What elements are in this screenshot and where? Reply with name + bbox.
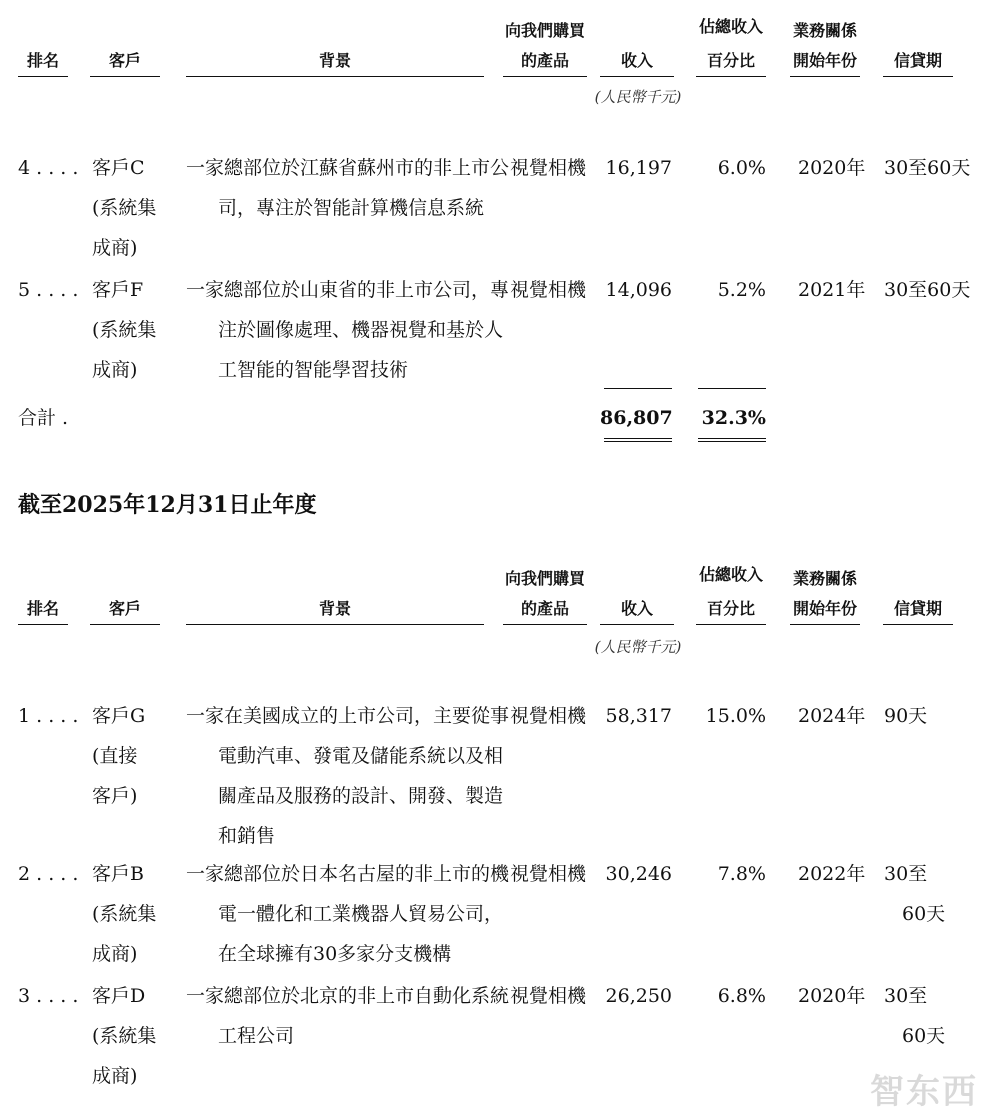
unit-label: (人民幣千元) (594, 638, 682, 656)
background-line: 和銷售 (218, 825, 276, 847)
revenue-cell: 58,317 (605, 705, 672, 727)
header-product-line1: 向我們購買 (504, 21, 585, 40)
rank-cell: 2 . . . . (18, 863, 79, 885)
rank-cell: 1 . . . . (18, 705, 79, 727)
rank-cell: 5 . . . . (18, 279, 79, 301)
start-year-cell: 2022年 (798, 863, 866, 885)
start-year-cell: 2021年 (798, 279, 866, 301)
product-cell: 視覺相機 (510, 705, 587, 727)
header-rule (18, 624, 68, 625)
customer-type: (系統集 (92, 1025, 157, 1047)
start-year-cell: 2020年 (798, 157, 866, 179)
background-line: 司，專注於智能計算機信息系統 (218, 197, 485, 219)
background-line: 一家總部位於江蘇省蘇州市的非上市公 (186, 157, 510, 179)
header-customer: 客戶 (108, 599, 141, 618)
header-start-line1: 業務關係 (792, 569, 857, 588)
product-cell: 視覺相機 (510, 157, 587, 179)
customer-type: 客戶) (92, 785, 138, 807)
header-revenue: 收入 (620, 51, 653, 70)
customer-type: 成商) (92, 359, 138, 381)
header-credit: 信貸期 (893, 599, 942, 618)
background-line: 一家總部位於北京的非上市自動化系統 (186, 985, 510, 1007)
start-year-cell: 2024年 (798, 705, 866, 727)
header-rule (883, 76, 953, 77)
header-product-line2: 的產品 (520, 599, 569, 618)
header-revenue: 收入 (620, 599, 653, 618)
customer-type: 成商) (92, 237, 138, 259)
header-rule (90, 624, 160, 625)
credit-cell: 90天 (884, 705, 928, 727)
header-pct-line1: 佔總收入 (698, 17, 763, 36)
total-revenue: 86,807 (600, 407, 673, 429)
header-rule (186, 624, 484, 625)
customer-name: 客戶G (92, 705, 146, 727)
header-product-line1: 向我們購買 (504, 569, 585, 588)
double-rule (698, 438, 766, 442)
header-background: 背景 (318, 51, 351, 70)
header-rule (696, 76, 766, 77)
background-line: 電動汽車、發電及儲能系統以及相 (218, 745, 504, 767)
header-rule (790, 76, 860, 77)
total-pct: 32.3% (701, 407, 766, 429)
credit-cell: 60天 (902, 903, 946, 925)
header-start-line1: 業務關係 (792, 21, 857, 40)
customer-type: (直接 (92, 745, 138, 767)
pct-cell: 7.8% (717, 863, 766, 885)
background-line: 電一體化和工業機器人貿易公司， (218, 903, 504, 925)
pct-cell: 5.2% (717, 279, 766, 301)
header-rule (600, 76, 674, 77)
header-start-line2: 開始年份 (792, 599, 857, 618)
credit-cell: 60天 (902, 1025, 946, 1047)
background-line: 在全球擁有30多家分支機構 (218, 943, 452, 965)
header-credit: 信貸期 (893, 51, 942, 70)
product-cell: 視覺相機 (510, 279, 587, 301)
background-line: 一家總部位於日本名古屋的非上市的機 (186, 863, 510, 885)
header-rule (600, 624, 674, 625)
header-rule (18, 76, 68, 77)
header-pct-line1: 佔總收入 (698, 565, 763, 584)
customer-name: 客戶F (92, 279, 144, 301)
section-title: 截至2025年12月31日止年度 (18, 492, 317, 518)
header-rule (186, 76, 484, 77)
header-start-line2: 開始年份 (792, 51, 857, 70)
product-cell: 視覺相機 (510, 863, 587, 885)
pct-cell: 6.0% (717, 157, 766, 179)
header-rank: 排名 (26, 51, 59, 70)
background-line: 工程公司 (218, 1025, 295, 1047)
customer-type: (系統集 (92, 903, 157, 925)
watermark-logo: 智东西 (870, 1072, 978, 1112)
header-pct-line2: 百分比 (706, 51, 755, 70)
header-background: 背景 (318, 599, 351, 618)
background-line: 一家在美國成立的上市公司，主要從事 (186, 705, 510, 727)
header-customer: 客戶 (108, 51, 141, 70)
header-rule (90, 76, 160, 77)
total-label: 合計 . (18, 407, 69, 429)
unit-label: (人民幣千元) (594, 88, 682, 106)
customer-name: 客戶D (92, 985, 146, 1007)
subtotal-rule (698, 388, 766, 389)
background-line: 關產品及服務的設計、開發、製造 (218, 785, 504, 807)
header-pct-line2: 百分比 (706, 599, 755, 618)
customer-type: 成商) (92, 1065, 138, 1087)
revenue-cell: 14,096 (605, 279, 672, 301)
header-rule (503, 76, 587, 77)
background-line: 工智能的智能學習技術 (218, 359, 409, 381)
rank-cell: 3 . . . . (18, 985, 79, 1007)
double-rule (604, 438, 672, 442)
background-line: 一家總部位於山東省的非上市公司，專 (186, 279, 510, 301)
subtotal-rule (604, 388, 672, 389)
header-rule (883, 624, 953, 625)
header-rank: 排名 (26, 599, 59, 618)
header-rule (790, 624, 860, 625)
product-cell: 視覺相機 (510, 985, 587, 1007)
credit-cell: 30至 (884, 863, 928, 885)
revenue-cell: 16,197 (605, 157, 672, 179)
credit-cell: 30至 (884, 985, 928, 1007)
start-year-cell: 2020年 (798, 985, 866, 1007)
rank-cell: 4 . . . . (18, 157, 79, 179)
customer-name: 客戶B (92, 863, 144, 885)
header-rule (503, 624, 587, 625)
revenue-cell: 26,250 (605, 985, 672, 1007)
header-rule (696, 624, 766, 625)
header-product-line2: 的產品 (520, 51, 569, 70)
customer-type: (系統集 (92, 319, 157, 341)
revenue-cell: 30,246 (605, 863, 672, 885)
pct-cell: 15.0% (705, 705, 766, 727)
pct-cell: 6.8% (717, 985, 766, 1007)
customer-type: (系統集 (92, 197, 157, 219)
background-line: 注於圖像處理、機器視覺和基於人 (218, 319, 504, 341)
customer-type: 成商) (92, 943, 138, 965)
customer-name: 客戶C (92, 157, 145, 179)
credit-cell: 30至60天 (884, 157, 971, 179)
credit-cell: 30至60天 (884, 279, 971, 301)
